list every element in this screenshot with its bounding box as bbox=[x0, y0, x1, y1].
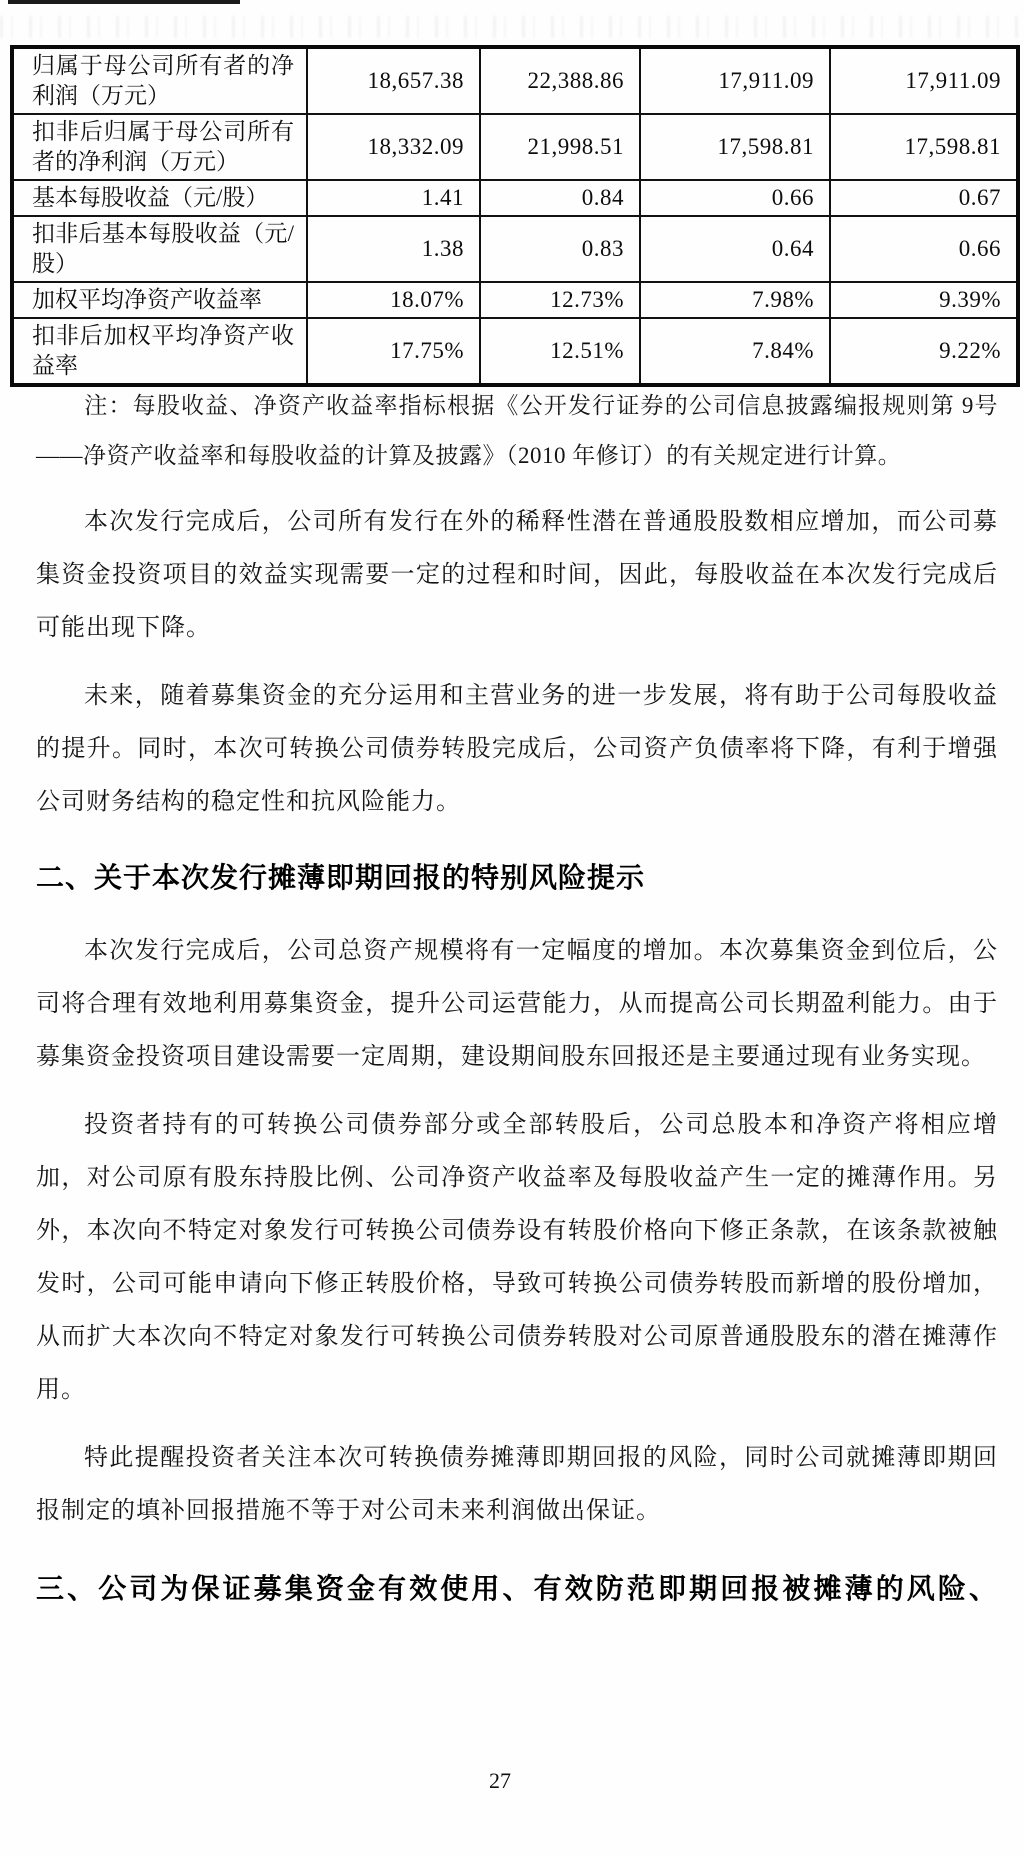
metric-label-cell: 加权平均净资产收益率 bbox=[12, 282, 307, 318]
metric-value-cell: 0.64 bbox=[640, 216, 830, 282]
paragraph: 本次发行完成后，公司总资产规模将有一定幅度的增加。本次募集资金到位后，公司将合理有效地利用募集资金，提升公司运营能力，从而提高公司长期盈利能力。由于募集资金投资项目建设需要一定周期，建设期间股东回报还是主要通过现有业务实现。 bbox=[36, 938, 998, 1070]
paragraph: 特此提醒投资者关注本次可转换债券摊薄即期回报的风险，同时公司就摊薄即期回报制定的填补回报措施不等于对公司未来利润做出保证。 bbox=[36, 1445, 998, 1524]
paragraph: 本次发行完成后，公司所有发行在外的稀释性潜在普通股股数相应增加，而公司募集资金投资项目的效益实现需要一定的过程和时间，因此，每股收益在本次发行完成后可能出现下降。 bbox=[36, 509, 998, 641]
metric-value-cell: 0.84 bbox=[480, 180, 640, 216]
scan-artifact-line bbox=[8, 0, 240, 4]
section-heading-2: 二、关于本次发行摊薄即期回报的特别风险提示 bbox=[36, 862, 646, 893]
metric-value-cell: 9.39% bbox=[830, 282, 1018, 318]
paragraph: 投资者持有的可转换公司债券部分或全部转股后，公司总股本和净资产将相应增加，对公司原有股东持股比例、公司净资产收益率及每股收益产生一定的摊薄作用。另外，本次向不特定对象发行可转换公司债券设有转股价格向下修正条款，在该条款被触发时，公司可能申请向下修正转股价格，导致可转换公司债券转股而新增的股份增加，从而扩大本次向不特定对象发行可转换公司债券转股对公司原普通股股东的潜在摊薄作用。 bbox=[36, 1112, 998, 1403]
metric-value-cell: 21,998.51 bbox=[480, 114, 640, 180]
metric-value-cell: 0.66 bbox=[830, 216, 1018, 282]
metric-label-cell: 扣非后基本每股收益（元/股） bbox=[12, 216, 307, 282]
scan-noise-band bbox=[0, 16, 1024, 38]
metric-label-cell: 扣非后加权平均净资产收益率 bbox=[12, 318, 307, 385]
paragraph: 未来，随着募集资金的充分运用和主营业务的进一步发展，将有助于公司每股收益的提升。同时，本次可转换公司债券转股完成后，公司资产负债率将下降，有利于增强公司财务结构的稳定性和抗风险能力。 bbox=[36, 683, 998, 815]
section-heading-3: 三、公司为保证募集资金有效使用、有效防范即期回报被摊薄的风险、 bbox=[36, 1573, 998, 1604]
metric-label-cell: 扣非后归属于母公司所有者的净利润（万元） bbox=[12, 114, 307, 180]
metric-value-cell: 12.73% bbox=[480, 282, 640, 318]
metric-value-cell: 17,911.09 bbox=[830, 47, 1018, 114]
metric-value-cell: 0.66 bbox=[640, 180, 830, 216]
metric-value-cell: 12.51% bbox=[480, 318, 640, 385]
metric-value-cell: 1.38 bbox=[307, 216, 480, 282]
metric-value-cell: 18,657.38 bbox=[307, 47, 480, 114]
table-note: 注：每股收益、净资产收益率指标根据《公开发行证券的公司信息披露编报规则第 9号——净资产收益率和每股收益的计算及披露》（2010 年修订）的有关规定进行计算。 bbox=[36, 393, 998, 468]
table-row bbox=[12, 282, 1018, 318]
metric-value-cell: 22,388.86 bbox=[480, 47, 640, 114]
metric-value-cell: 9.22% bbox=[830, 318, 1018, 385]
table-row bbox=[12, 318, 1018, 385]
table-row bbox=[12, 47, 1018, 114]
metric-value-cell: 18.07% bbox=[307, 282, 480, 318]
table-row bbox=[12, 114, 1018, 180]
metric-value-cell: 18,332.09 bbox=[307, 114, 480, 180]
metric-value-cell: 1.41 bbox=[307, 180, 480, 216]
document-body bbox=[36, 381, 998, 1609]
table-row bbox=[12, 180, 1018, 216]
metric-value-cell: 17,598.81 bbox=[640, 114, 830, 180]
metric-value-cell: 17.75% bbox=[307, 318, 480, 385]
metric-value-cell: 7.84% bbox=[640, 318, 830, 385]
metric-value-cell: 17,598.81 bbox=[830, 114, 1018, 180]
page-number: 27 bbox=[489, 1768, 511, 1793]
metric-value-cell: 0.67 bbox=[830, 180, 1018, 216]
metric-label-cell: 基本每股收益（元/股） bbox=[12, 180, 307, 216]
metric-value-cell: 7.98% bbox=[640, 282, 830, 318]
metric-label-cell: 归属于母公司所有者的净利润（万元） bbox=[12, 47, 307, 114]
financial-indicators-table bbox=[10, 45, 1020, 387]
metric-value-cell: 17,911.09 bbox=[640, 47, 830, 114]
metric-value-cell: 0.83 bbox=[480, 216, 640, 282]
table-row bbox=[12, 216, 1018, 282]
